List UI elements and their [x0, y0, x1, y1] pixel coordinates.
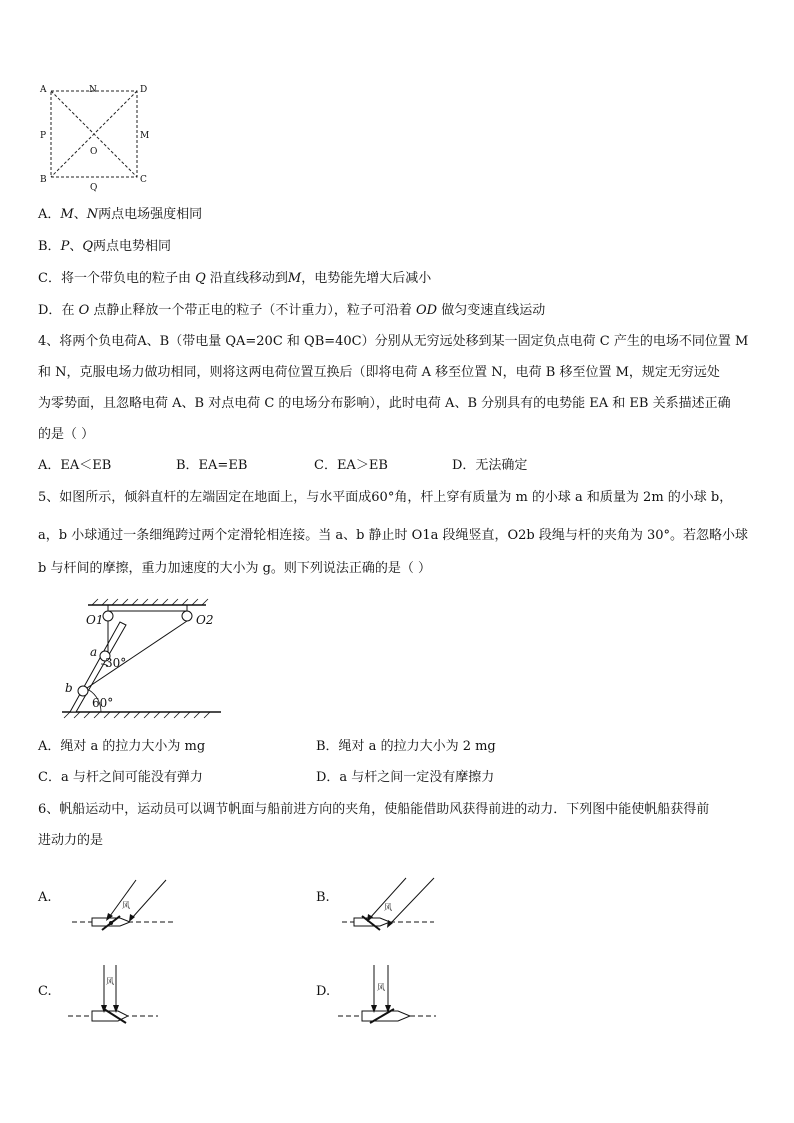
q3-label-d: D [140, 85, 148, 95]
q5-option-a[interactable]: A．绳对 a 的拉力大小为 mg [38, 739, 206, 754]
q3-label-n: N [89, 85, 97, 95]
q5-stem-line-1: 5、如图所示，倾斜直杆的左端固定在地面上，与水平面成60°角，杆上穿有质量为 m 的小球 a 和质量为 2m 的小球 b， [38, 490, 733, 505]
q5-label-a: a [90, 645, 98, 659]
q6-option-c-wind-label: 风 [106, 977, 114, 986]
q3-option-a[interactable]: A．M、N两点电场强度相同 [38, 207, 203, 222]
q4-stem-line-1: 4、将两个负电荷A、B（带电量 QA=20C 和 QB=40C）分别从无穷远处移到某一固定负点电荷 C 产生的电场不同位置 M [38, 334, 749, 349]
q5-label-30deg: 30° [105, 656, 127, 670]
q6-option-a-wind-label: 风 [122, 901, 130, 910]
q4-option-a[interactable]: A．EA＜EB [38, 458, 112, 473]
q3-label-c: C [140, 175, 147, 185]
q6-option-b-label[interactable]: B. [316, 890, 330, 905]
q4-option-b[interactable]: B．EA=EB [176, 458, 248, 473]
q3-label-a: A [40, 85, 47, 95]
q3-label-q: Q [90, 183, 98, 193]
q5-stem-line-2: a，b 小球通过一条细绳跨过两个定滑轮相连接。当 a、b 静止时 O1a 段绳竖直，O2b 段绳与杆的夹角为 30°。若忽略小球 [38, 528, 749, 543]
q6-option-d-figure[interactable] [336, 960, 446, 1030]
q5-label-60deg: 60° [92, 696, 114, 710]
q4-option-d[interactable]: D．无法确定 [452, 458, 528, 473]
q3-option-d[interactable]: D．在 O 点静止释放一个带正电的粒子（不计重力），粒子可沿着 OD 做匀变速直线运动 [38, 303, 546, 318]
q5-option-b[interactable]: B．绳对 a 的拉力大小为 2 mg [316, 739, 496, 754]
q6-option-b-wind-label: 风 [384, 903, 392, 912]
q4-stem-line-4: 的是（ ） [38, 427, 95, 442]
q4-stem-line-3: 为零势面，且忽略电荷 A、B 对点电荷 C 的电场分布影响），此时电荷 A、B 分别具有的电势能 EA 和 EB 关系描述正确 [38, 396, 731, 411]
q6-option-b-figure[interactable] [340, 872, 450, 932]
q5-stem-line-3: b 与杆间的摩擦，重力加速度的大小为 g。则下列说法正确的是（ ） [38, 561, 432, 576]
q6-option-a-figure[interactable] [70, 872, 180, 932]
q5-label-b: b [65, 681, 73, 695]
q6-option-d-wind-label: 风 [377, 983, 385, 992]
q3-square-figure [36, 82, 156, 194]
q5-label-o2: O2 [196, 613, 214, 627]
q5-option-d[interactable]: D．a 与杆之间一定没有摩擦力 [316, 770, 495, 785]
q6-stem-line-2: 进动力的是 [38, 833, 104, 848]
q5-rod-pulley-figure [56, 592, 226, 720]
q3-label-o: O [90, 147, 98, 157]
q4-stem-line-2: 和 N，克服电场力做功相同，则将这两电荷位置互换后（即将电荷 A 移至位置 N，电荷 B 移至位置 M，规定无穷远处 [38, 365, 720, 380]
q6-option-a-label[interactable]: A. [38, 890, 52, 905]
q6-option-c-label[interactable]: C. [38, 984, 52, 999]
q6-stem-line-1: 6、帆船运动中，运动员可以调节帆面与船前进方向的夹角，使船能借助风获得前进的动力．下列图中能使帆船获得前 [38, 802, 710, 817]
q6-option-c-figure[interactable] [66, 960, 166, 1030]
q5-label-o1: O1 [86, 613, 104, 627]
q6-option-d-label[interactable]: D. [316, 984, 331, 999]
q4-option-c[interactable]: C．EA＞EB [314, 458, 388, 473]
q3-label-b: B [40, 175, 47, 185]
q3-option-c[interactable]: C．将一个带负电的粒子由 Q 沿直线移动到M，电势能先增大后减小 [38, 271, 432, 286]
q3-option-b[interactable]: B．P、Q两点电势相同 [38, 239, 172, 254]
q5-option-c[interactable]: C．a 与杆之间可能没有弹力 [38, 770, 203, 785]
q3-label-m: M [140, 131, 150, 141]
q3-label-p: P [40, 131, 47, 141]
